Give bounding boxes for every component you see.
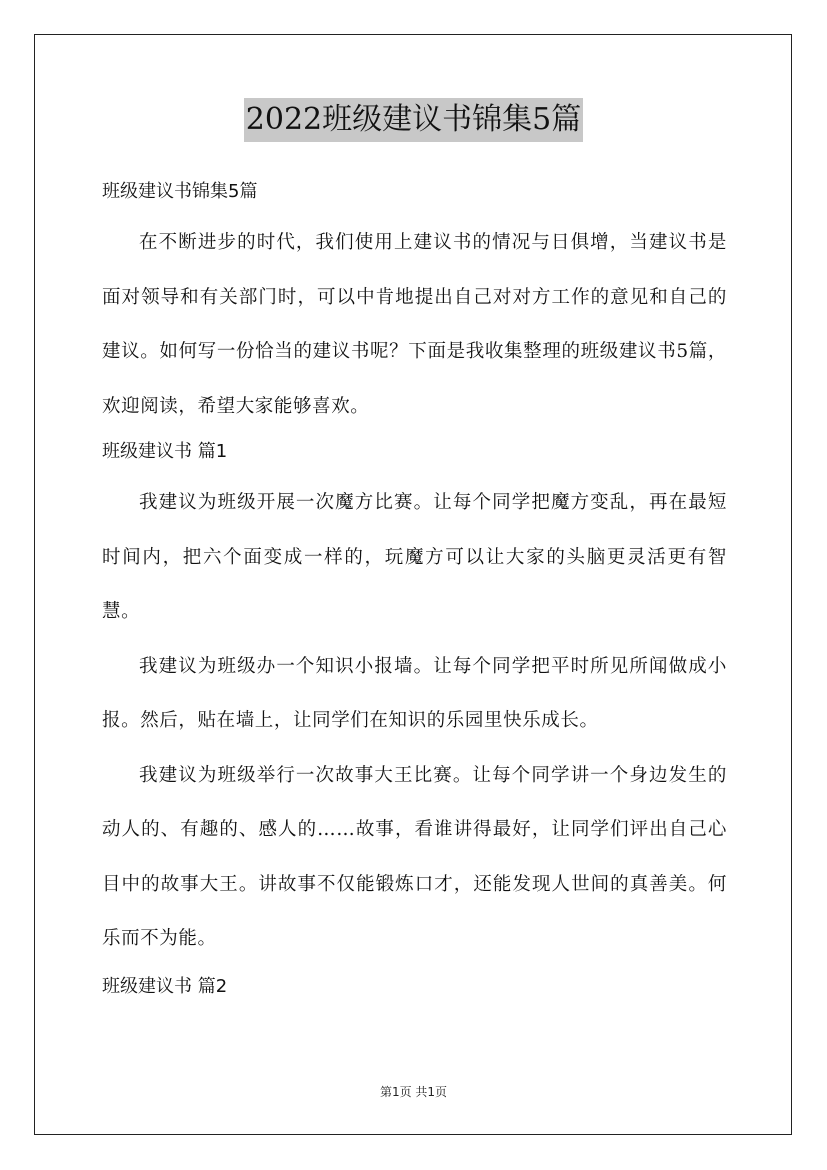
subtitle: 班级建议书锦集5篇: [102, 181, 258, 202]
section-1-heading: 班级建议书 篇1: [102, 441, 228, 462]
page-footer: 第1页 共1页: [379, 1085, 448, 1099]
document-title: [0, 98, 827, 142]
document-body: [102, 172, 727, 1011]
intro-paragraph: 在不断进步的时代，我们使用上建议书的情况与日俱增，当建议书是面对领导和有关部门时，可以中肯地提出自己对对方工作的意见和自己的建议。如何写一份恰当的建议书呢？下面是我收集整理的班级建议书5篇，欢迎阅读，希望大家能够喜欢。: [102, 232, 727, 417]
section-2-heading: 班级建议书 篇2: [102, 975, 228, 997]
section-1-paragraph-3: 我建议为班级举行一次故事大王比赛。让每个同学讲一个身边发生的动人的、有趣的、感人的……故事，看谁讲得最好，让同学们评出自己心目中的故事大王。讲故事不仅能锻炼口才，还能发现人世间的真善美。何乐而不为能。: [102, 764, 727, 949]
section-1-paragraph-1: 我建议为班级开展一次魔方比赛。让每个同学把魔方变乱，再在最短时间内，把六个面变成一样的，玩魔方可以让大家的头脑更灵活更有智慧。: [102, 492, 727, 622]
document-title-text: 2022班级建议书锦集5篇: [244, 98, 583, 142]
section-1-paragraph-2: 我建议为班级办一个知识小报墙。让每个同学把平时所见所闻做成小报。然后，贴在墙上，让同学们在知识的乐园里快乐成长。: [102, 655, 727, 731]
